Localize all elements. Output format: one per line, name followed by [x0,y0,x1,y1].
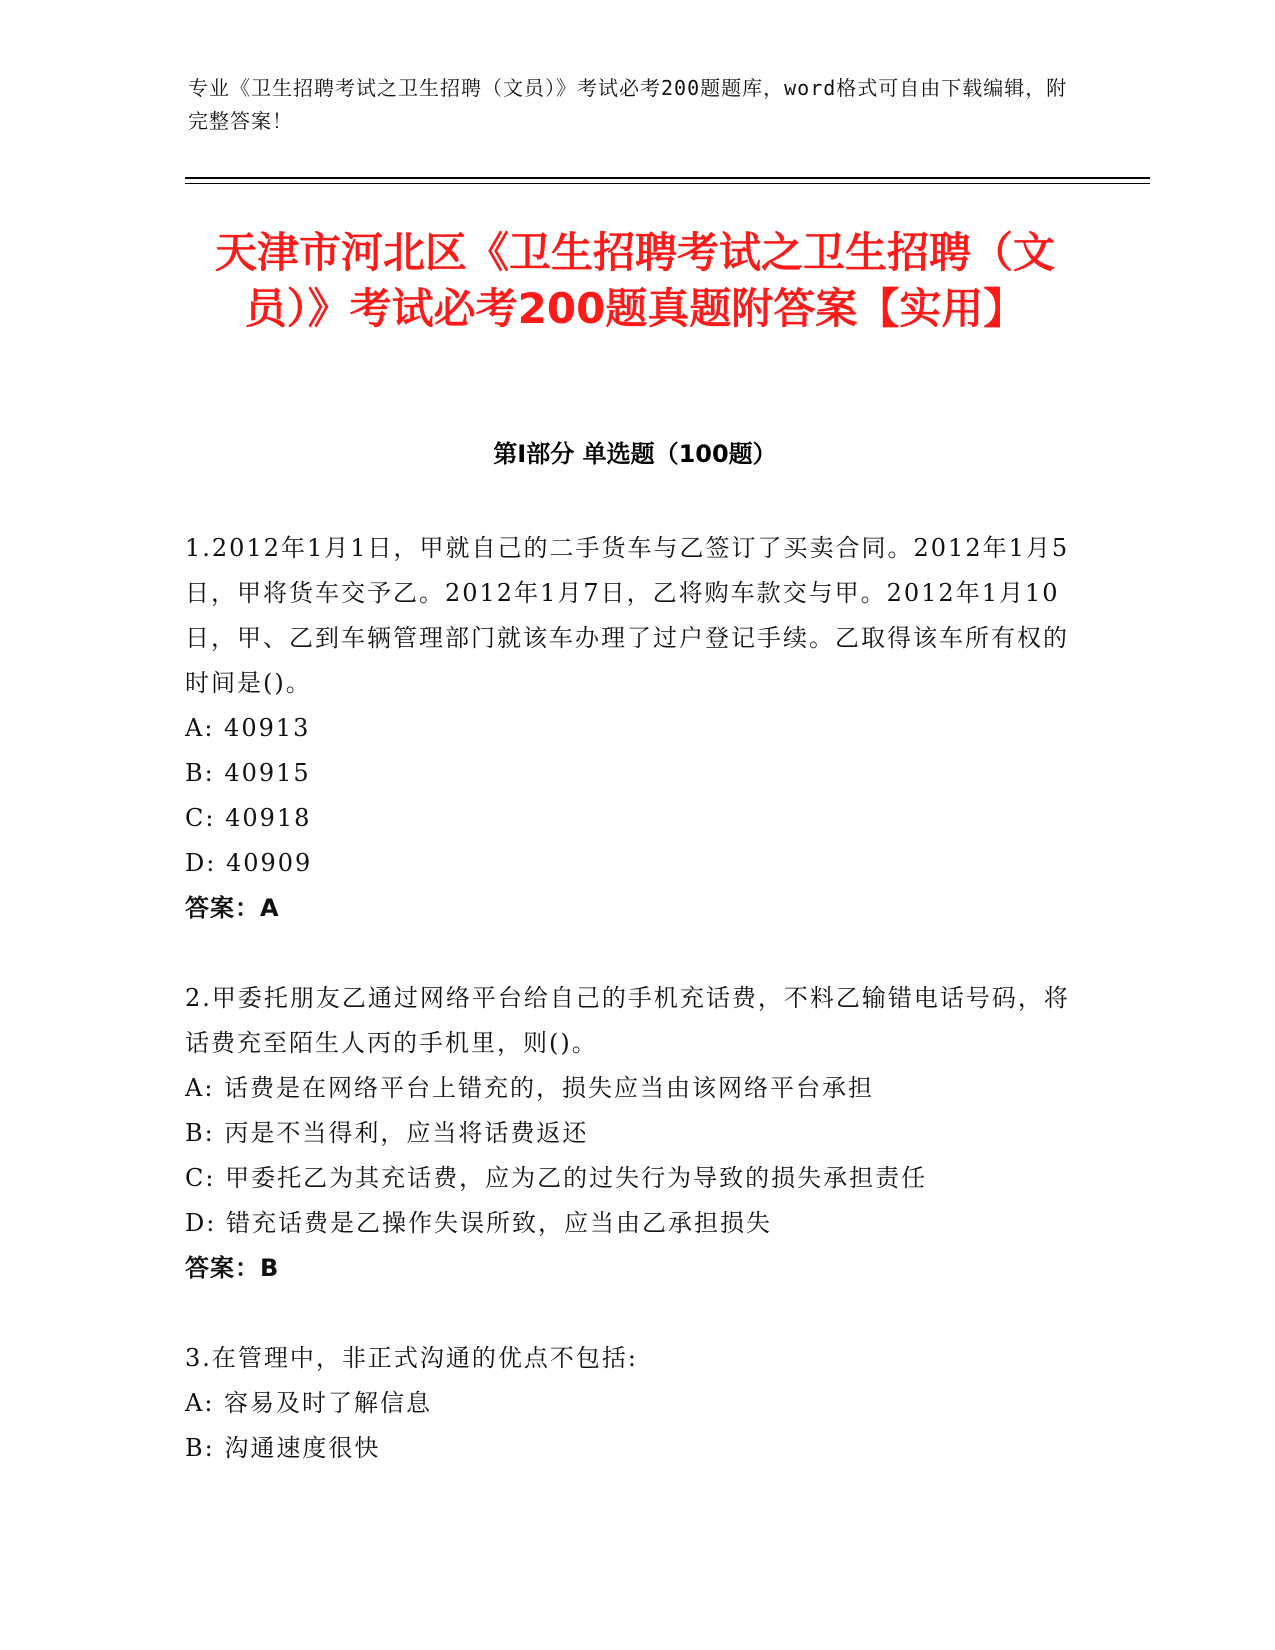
question-stem: 3.在管理中，非正式沟通的优点不包括: [185,1344,638,1372]
answer-line: 答案：A [185,894,280,922]
option-b: B: 沟通速度很快 [185,1434,381,1462]
question-stem: 2.甲委托朋友乙通过网络平台给自己的手机充话费，不料乙输错电话号码，将话费充至陌生人丙的手机里，则()。 [185,984,1070,1057]
question-2 [185,976,1085,1291]
answer-line: 答案：B [185,1254,280,1282]
option-d: D: 40909 [185,849,313,877]
document-title: 天津市河北区《卫生招聘考试之卫生招聘（文员）》考试必考200题真题附答案【实用】 [214,228,1055,333]
option-d: D: 错充话费是乙操作失误所致，应当由乙承担损失 [185,1209,772,1237]
header-divider-thin [185,183,1150,184]
option-b: B: 40915 [185,759,311,787]
option-c: C: 甲委托乙为其充话费，应为乙的过失行为导致的损失承担责任 [185,1164,928,1192]
question-3 [185,1336,1085,1471]
question-stem: 1.2012年1月1日，甲就自己的二手货车与乙签订了买卖合同。2012年1月5日，甲将货车交予乙。2012年1月7日，乙将购车款交与甲。2012年1月10日，甲、乙到车辆管理部门就该车办理了过户登记手续。乙取得该车所有权的时间是()。 [185,534,1070,697]
option-a: A: 容易及时了解信息 [185,1389,433,1417]
header-note: 专业《卫生招聘考试之卫生招聘（文员）》考试必考200题题库，word格式可自由下载编辑，附完整答案！ [188,76,1068,133]
section-title: 第I部分 单选题（100题） [493,440,777,468]
option-c: C: 40918 [185,804,312,832]
header-divider-thick [185,177,1150,179]
option-a: A: 话费是在网络平台上错充的，损失应当由该网络平台承担 [185,1074,875,1102]
question-1 [185,526,1085,931]
option-b: B: 丙是不当得利，应当将话费返还 [185,1119,589,1147]
option-a: A: 40913 [185,714,311,742]
question-list [185,526,1085,1516]
